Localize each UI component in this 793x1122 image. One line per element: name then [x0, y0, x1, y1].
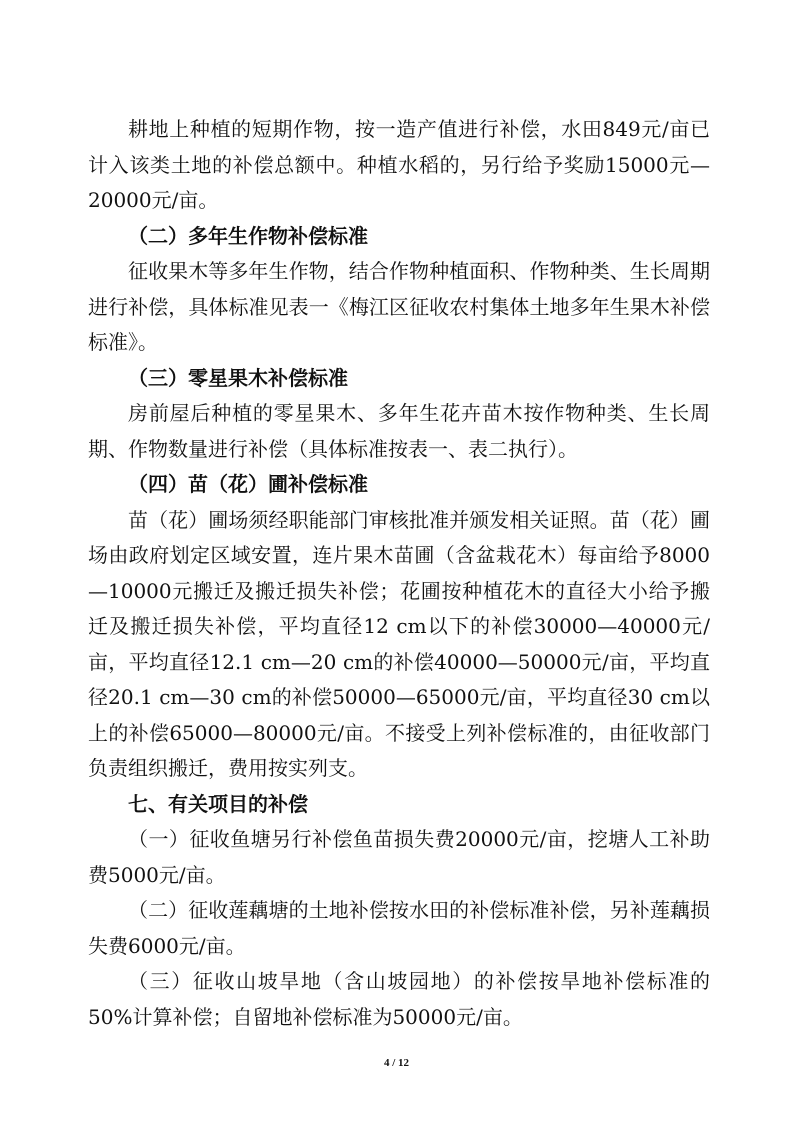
paragraph-scattered-fruit-trees: 房前屋后种植的零星果木、多年生花卉苗木按作物种类、生长周期、作物数量进行补偿（具体标准按表一、表二执行）。	[88, 401, 710, 461]
page-number: 4 / 12	[383, 1057, 410, 1069]
heading-perennial-crops: （二）多年生作物补偿标准	[128, 223, 368, 248]
paragraph-nursery: 苗（花）圃场须经职能部门审核批准并颁发相关证照。苗（花）圃场由政府划定区域安置，连片果木苗圃（含盆栽花木）每亩给予8000—10000元搬迁及搬迁损失补偿；花圃按种植花木的直径大小给予搬迁及搬迁损失补偿，平均直径12 cm以下的补偿30000—40000元/亩，平均直径12.1 cm—20 cm的补偿40000—50000元/亩，平均直径20.1 cm—30 cm的补偿50000—65000元/亩，平均直径30 cm以上的补偿65000—80000元/亩。不接受上列补偿标准的，由征收部门负责组织搬迁，费用按实列支。	[88, 507, 710, 780]
heading-nursery: （四）苗（花）圃补偿标准	[128, 472, 368, 496]
document-body	[88, 112, 710, 1035]
paragraph-short-term-crops: 耕地上种植的短期作物，按一造产值进行补偿，水田849元/亩已计入该类土地的补偿总额中。种植水稻的，另行给予奖励15000元—20000元/亩。	[88, 117, 710, 212]
heading-scattered-fruit-trees: （三）零星果木补偿标准	[128, 365, 348, 390]
heading-related-items: 七、有关项目的补偿	[128, 791, 308, 816]
paragraph-lotus-pond: （二）征收莲藕塘的土地补偿按水田的补偿标准补偿，另补莲藕损失费6000元/亩。	[88, 898, 710, 958]
paragraph-hillside-dryland: （三）征收山坡旱地（含山坡园地）的补偿按旱地补偿标准的50%计算补偿；自留地补偿标准为50000元/亩。	[88, 969, 710, 1029]
paragraph-perennial-crops: 征收果木等多年生作物，结合作物种植面积、作物种类、生长周期进行补偿，具体标准见表一《梅江区征收农村集体土地多年生果木补偿标准》。	[88, 259, 710, 354]
paragraph-fish-pond: （一）征收鱼塘另行补偿鱼苗损失费20000元/亩，挖塘人工补助费5000元/亩。	[88, 827, 710, 887]
